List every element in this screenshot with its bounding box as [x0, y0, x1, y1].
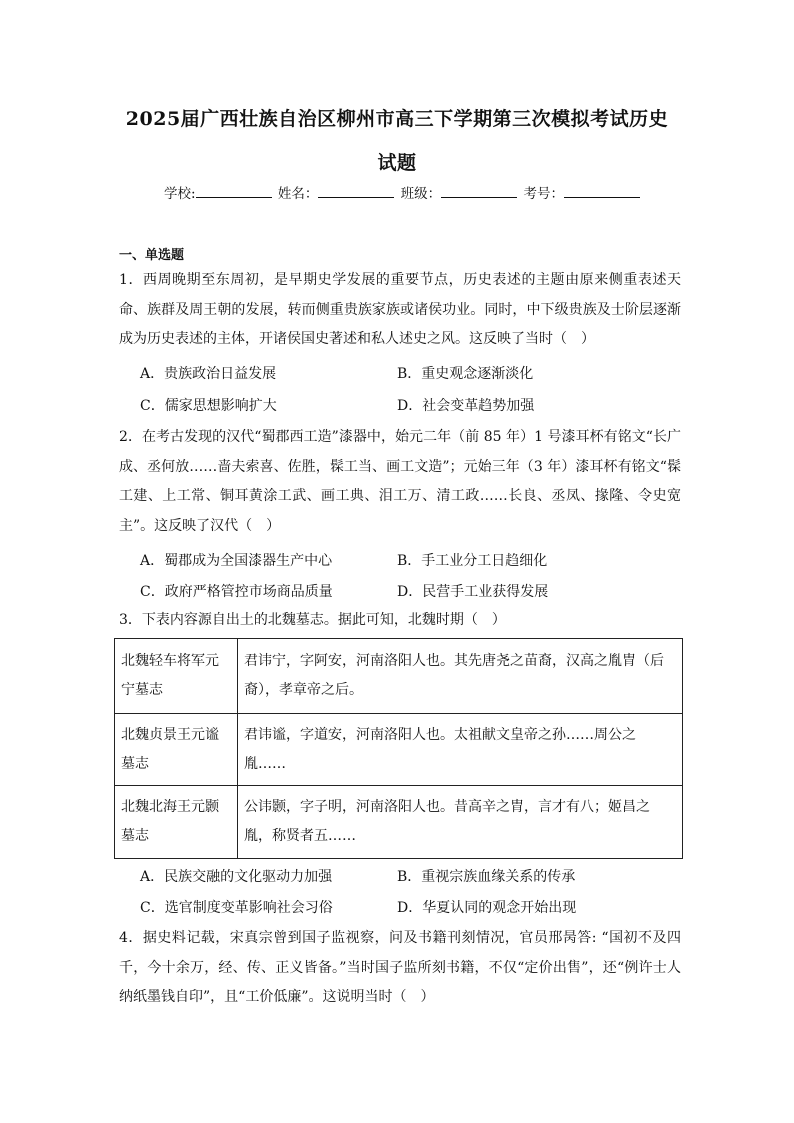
question-2-option-b: B．手工业分工日趋细化: [397, 553, 548, 569]
table-cell-epitaph-text: 君讳宁，字阿安，河南洛阳人也。其先唐尧之苗裔，汉高之胤胄（后裔），孝章帝之后。: [238, 639, 683, 714]
question-2-options-row-2: [140, 581, 654, 601]
question-3-option-c: C．选官制度变革影响社会习俗: [140, 900, 333, 916]
table-cell-epitaph-text: 君讳谧，字道安，河南洛阳人也。太祖献文皇帝之孙……周公之胤……: [238, 714, 683, 786]
epitaph-table: [114, 638, 683, 859]
name-label: 姓名：: [277, 186, 319, 202]
section-title: 一、单选题: [119, 248, 185, 263]
question-1-option-c: C．儒家思想影响扩大: [140, 398, 277, 414]
question-3-option-a: A．民族交融的文化驱动力加强: [140, 869, 333, 885]
table-row: [115, 786, 683, 859]
question-3-option-b: B．重视宗族血缘关系的传承: [397, 869, 576, 885]
question-2-option-d: D．民营手工业获得发展: [397, 584, 549, 600]
question-1-options-row-2: [140, 395, 654, 415]
question-3-options-row-1: [140, 866, 654, 886]
name-blank: [318, 185, 394, 198]
exam-number-blank: [564, 185, 640, 198]
question-3-options-row-2: [140, 897, 654, 917]
table-row: [115, 714, 683, 786]
question-2-option-c: C．政府严格管控市场商品质量: [140, 584, 333, 600]
question-1-option-b: B．重史观念逐渐淡化: [397, 366, 534, 382]
table-cell-epitaph-text: 公讳颢，字子明，河南洛阳人也。昔高辛之胄，言才有八；姬昌之胤，称贤者五……: [238, 786, 683, 859]
question-1-stem: 1．西周晚期至东周初，是早期史学发展的重要节点，历史表述的主题由原来侧重表述天命、族群及周王朝的发展，转而侧重贵族家族或诸侯功业。同时，中下级贵族及士阶层逐渐成为历史表述的主体，开诸侯国史著述和私人述史之风。这反映了当时（ ）: [119, 272, 681, 347]
question-3-option-d: D．华夏认同的观念开始出现: [397, 900, 577, 916]
school-label: 学校:: [164, 186, 196, 202]
question-1-option-a: A．贵族政治日益发展: [140, 366, 277, 382]
question-2-option-a: A．蜀郡成为全国漆器生产中心: [140, 553, 333, 569]
exam-title-line1: 2025届广西壮族自治区柳州市高三下学期第三次模拟考试历史: [125, 108, 669, 130]
question-3-stem: 3．下表内容源自出土的北魏墓志。据此可知，北魏时期（ ）: [119, 612, 506, 628]
student-info-line: [164, 182, 642, 202]
table-cell-epitaph-name: 北魏北海王元颢墓志: [115, 786, 238, 859]
exam-title-line2: 试题: [377, 152, 417, 174]
question-1-options-row-1: [140, 363, 654, 383]
table-cell-epitaph-name: 北魏轻车将军元宁墓志: [115, 639, 238, 714]
table-row: [115, 639, 683, 714]
class-label: 班级：: [400, 186, 442, 202]
question-2-options-row-1: [140, 550, 654, 570]
question-4-stem: 4．据史料记载，宋真宗曾到国子监视察，问及书籍刊刻情况，官员邢昺答: “国初不及四千，今十余万，经、传、正义皆备。”当时国子监所刻书籍，不仅“定价出售”，还“例许士人纳纸墨钱自印”，且“工价低廉”。这说明当时（ ）: [119, 930, 681, 1005]
question-1-option-d: D．社会变革趋势加强: [397, 398, 535, 414]
class-blank: [441, 185, 517, 198]
school-blank: [196, 185, 272, 198]
question-2-stem: 2．在考古发现的汉代“蜀郡西工造”漆器中，始元二年（前 85 年）1 号漆耳杯有铭文“长广成、丞何放……啬夫索喜、佐胜，髹工当、画工文造”；元始三年（3 年）漆耳杯有铭文“髹工建、上工常、铜耳黄涂工武、画工典、泪工万、清工政……长良、丞凤、掾隆、令史宽主”。这反映了汉代（ ）: [119, 429, 681, 534]
table-cell-epitaph-name: 北魏贞景王元谧墓志: [115, 714, 238, 786]
exam-number-label: 考号：: [523, 186, 564, 202]
